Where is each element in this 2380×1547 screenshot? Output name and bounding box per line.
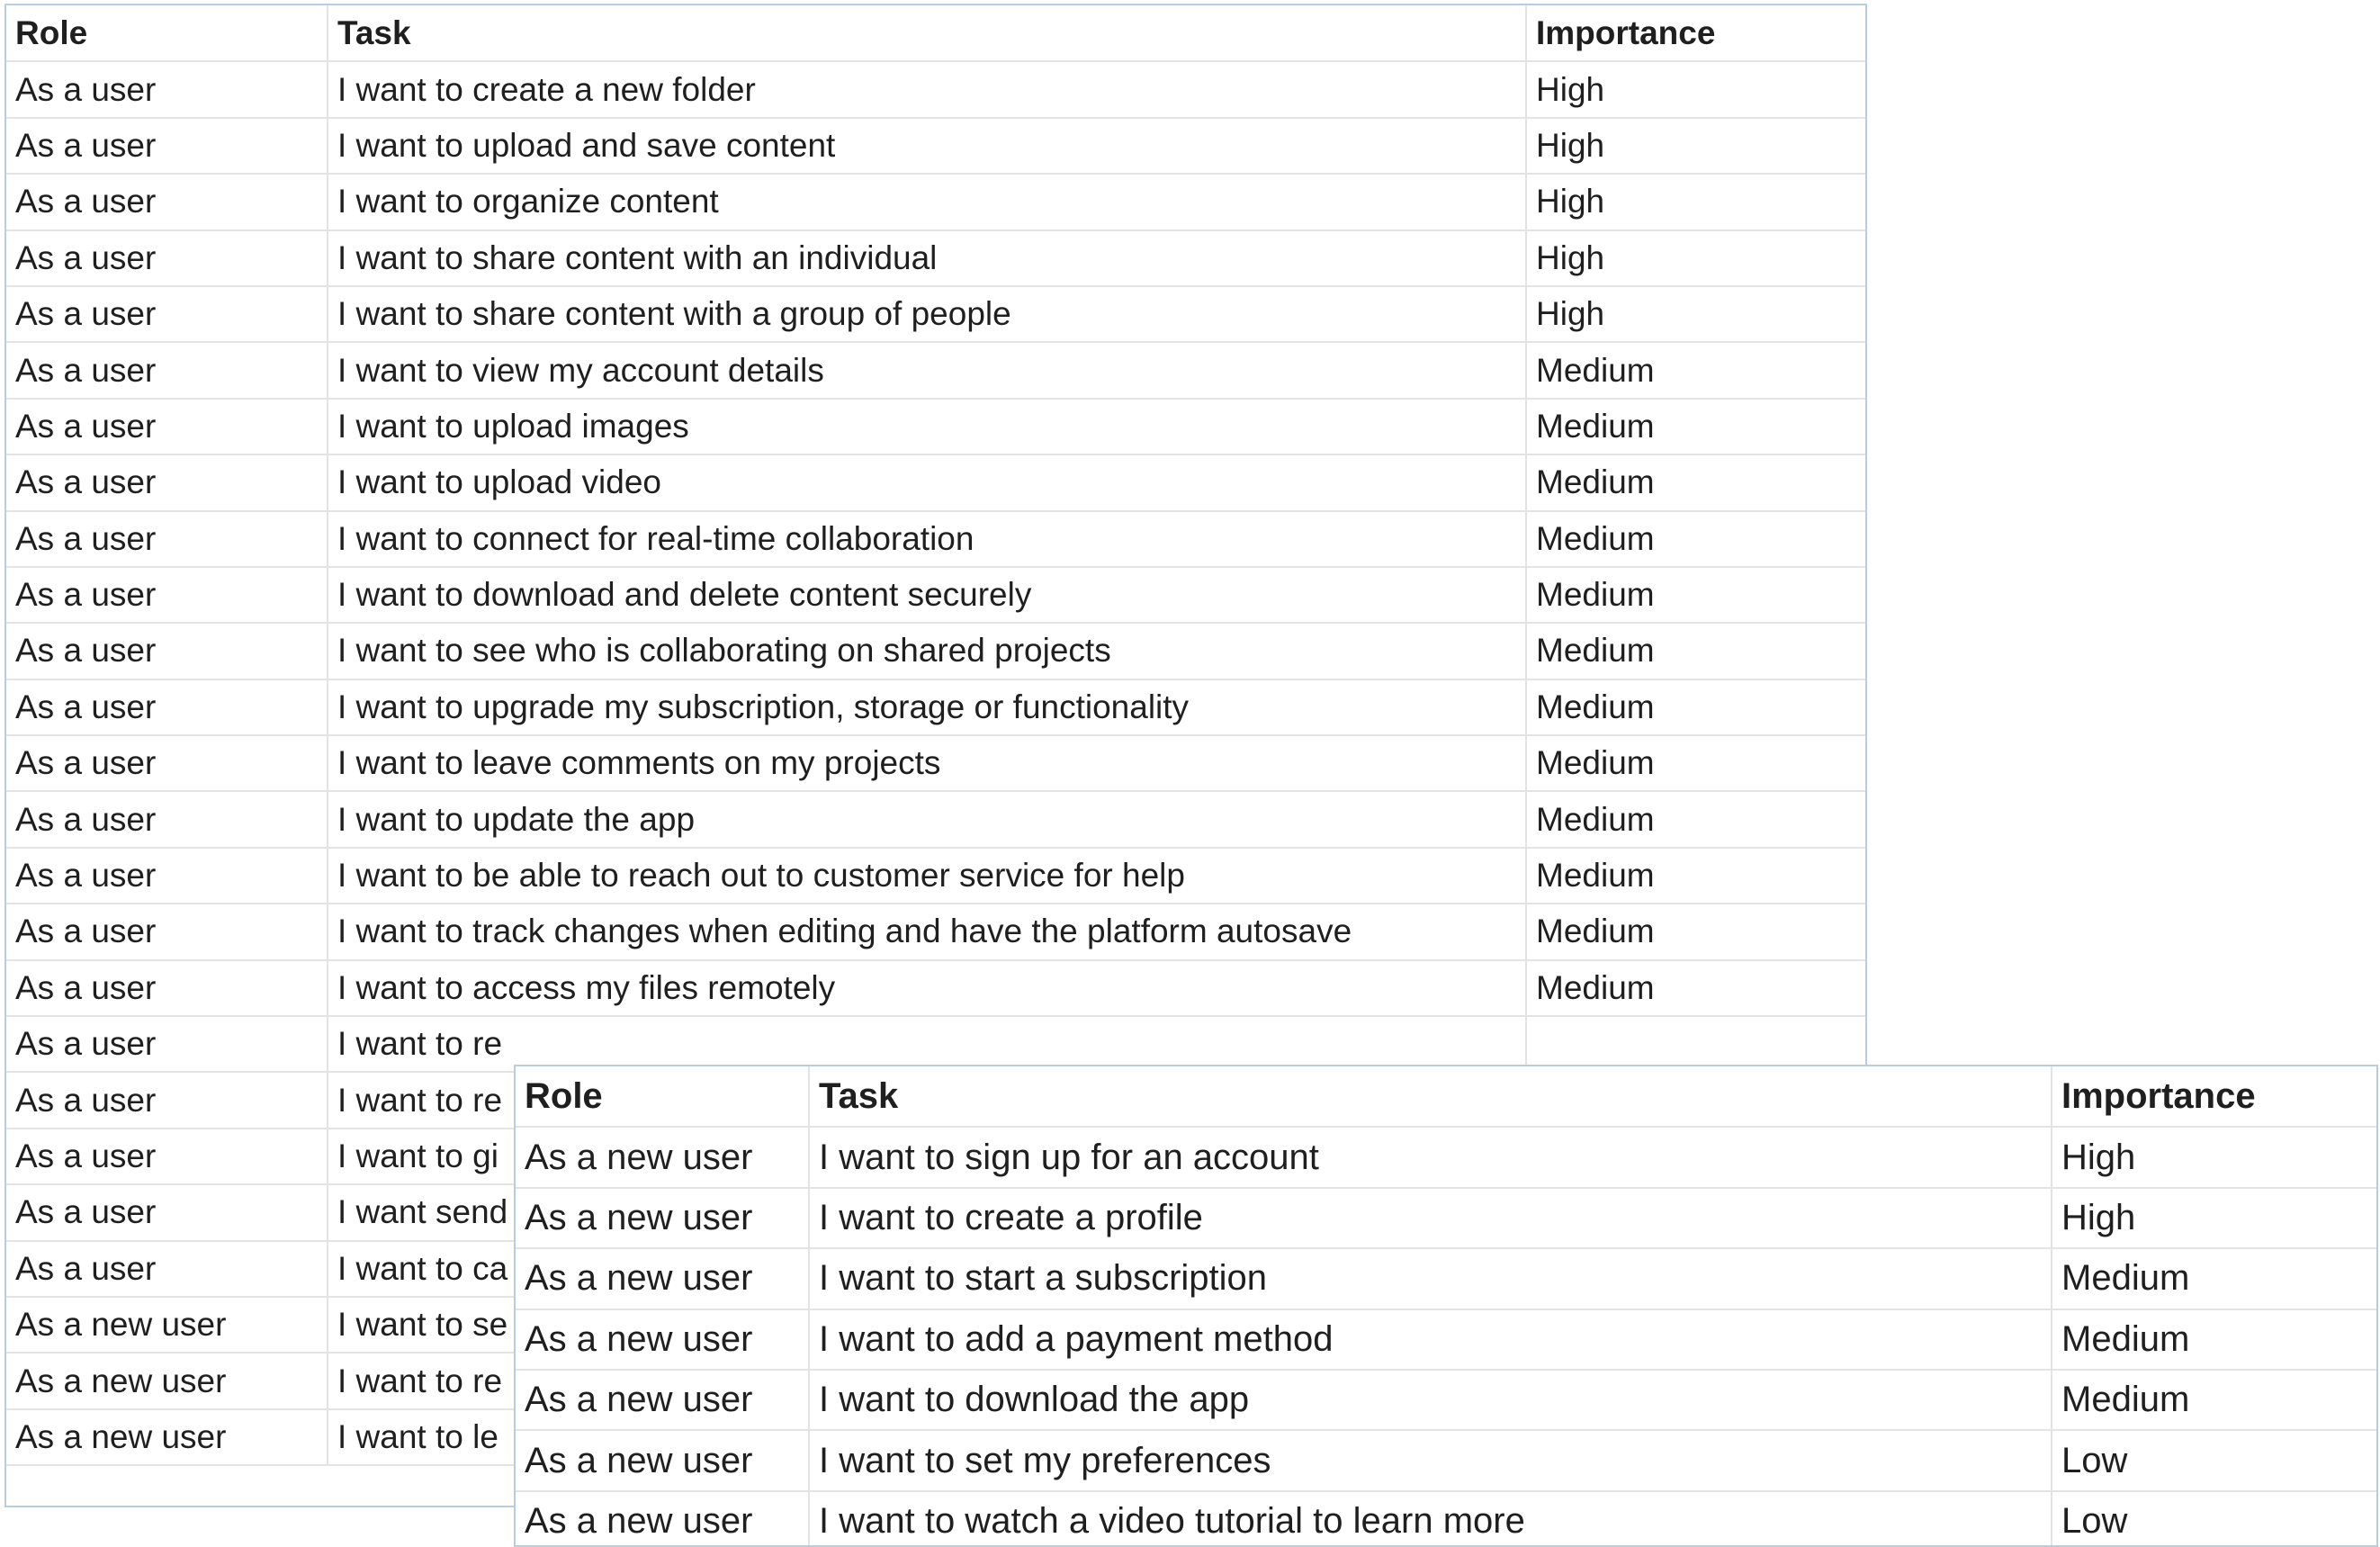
cell-role[interactable]: As a user: [6, 118, 328, 174]
cell-importance[interactable]: Medium: [1526, 960, 1865, 1016]
table-row: [6, 791, 1865, 847]
cell-role[interactable]: As a new user: [516, 1430, 809, 1490]
header-row: [516, 1066, 2376, 1127]
cell-role[interactable]: As a user: [6, 791, 328, 847]
cell-importance[interactable]: Medium: [1526, 791, 1865, 847]
cell-role[interactable]: As a new user: [6, 1297, 328, 1353]
cell-role[interactable]: As a user: [6, 960, 328, 1016]
cell-importance[interactable]: High: [1526, 286, 1865, 342]
cell-role[interactable]: As a user: [6, 454, 328, 510]
table-row: [6, 904, 1865, 959]
cell-role[interactable]: As a user: [6, 848, 328, 904]
cell-task[interactable]: I want to create a new folder: [328, 61, 1526, 117]
cell-importance[interactable]: High: [1526, 61, 1865, 117]
cell-task[interactable]: I want to be able to reach out to customer service for help: [328, 848, 1526, 904]
table-row: [6, 61, 1865, 117]
header-task: Task: [328, 5, 1526, 61]
cell-role[interactable]: As a user: [6, 1129, 328, 1184]
cell-task[interactable]: I want to view my account details: [328, 342, 1526, 398]
table-row: [6, 174, 1865, 229]
cell-task[interactable]: I want to track changes when editing and have the platform autosave: [328, 904, 1526, 959]
cell-importance[interactable]: Medium: [1526, 679, 1865, 735]
header-role: Role: [6, 5, 328, 61]
table-row: [516, 1309, 2376, 1370]
cell-importance[interactable]: Low: [2052, 1491, 2376, 1547]
table-row: [6, 454, 1865, 510]
cell-role[interactable]: As a user: [6, 904, 328, 959]
table-row: [516, 1370, 2376, 1430]
table-row: [6, 848, 1865, 904]
cell-role[interactable]: As a new user: [6, 1353, 328, 1408]
cell-task[interactable]: I want to sign up for an account: [809, 1127, 2052, 1187]
cell-role[interactable]: As a user: [6, 399, 328, 454]
cell-importance[interactable]: Medium: [1526, 735, 1865, 791]
cell-task[interactable]: I want to gi: [328, 1129, 1526, 1184]
cell-importance[interactable]: Low: [2052, 1430, 2376, 1490]
table-row: [6, 679, 1865, 735]
cell-role[interactable]: As a new user: [6, 1409, 328, 1465]
table-row: [6, 567, 1865, 623]
cell-importance[interactable]: Medium: [2052, 1370, 2376, 1430]
table-row: [516, 1248, 2376, 1309]
table-row: [6, 286, 1865, 342]
cell-task[interactable]: I want to connect for real-time collaboration: [328, 511, 1526, 567]
header-task: Task: [809, 1066, 2052, 1127]
cell-task[interactable]: I want to ca: [328, 1241, 1526, 1297]
cell-importance[interactable]: Medium: [1526, 567, 1865, 623]
cell-role[interactable]: As a user: [6, 174, 328, 229]
cell-importance[interactable]: Medium: [1526, 848, 1865, 904]
cell-importance[interactable]: High: [2052, 1127, 2376, 1187]
cell-role[interactable]: As a user: [6, 1072, 328, 1128]
cell-task[interactable]: I want to download the app: [809, 1370, 2052, 1430]
table-row: [6, 342, 1865, 398]
cell-role[interactable]: As a user: [6, 1016, 328, 1072]
cell-task[interactable]: I want to upload images: [328, 399, 1526, 454]
cell-task[interactable]: I want to leave comments on my projects: [328, 735, 1526, 791]
cell-role[interactable]: As a user: [6, 623, 328, 679]
cell-importance[interactable]: Medium: [1526, 511, 1865, 567]
cell-task[interactable]: I want to add a payment method: [809, 1309, 2052, 1370]
table-row: [6, 735, 1865, 791]
cell-task[interactable]: I want to se: [328, 1297, 1526, 1353]
cell-task[interactable]: I want to organize content: [328, 174, 1526, 229]
cell-task[interactable]: I want to watch a video tutorial to learn more: [809, 1491, 2052, 1547]
cell-importance[interactable]: Medium: [1526, 399, 1865, 454]
cell-task[interactable]: I want to share content with an individual: [328, 230, 1526, 286]
cell-role[interactable]: As a new user: [516, 1248, 809, 1309]
cell-task[interactable]: I want to share content with a group of people: [328, 286, 1526, 342]
cell-task[interactable]: I want to upload and save content: [328, 118, 1526, 174]
cell-role[interactable]: As a user: [6, 61, 328, 117]
cell-task[interactable]: I want to le: [328, 1409, 1526, 1465]
cell-importance[interactable]: Medium: [2052, 1248, 2376, 1309]
table-row: [6, 623, 1865, 679]
user-stories-table-new-user: [514, 1065, 2378, 1547]
cell-importance[interactable]: High: [1526, 118, 1865, 174]
cell-role[interactable]: As a user: [6, 286, 328, 342]
header-role: Role: [516, 1066, 809, 1127]
table-row: [516, 1430, 2376, 1490]
header-importance: Importance: [2052, 1066, 2376, 1127]
cell-importance[interactable]: Medium: [2052, 1309, 2376, 1370]
cell-role[interactable]: As a user: [6, 230, 328, 286]
table-row: [516, 1188, 2376, 1248]
cell-role[interactable]: As a new user: [516, 1188, 809, 1248]
cell-role[interactable]: As a user: [6, 567, 328, 623]
cell-task[interactable]: I want to re: [328, 1353, 1526, 1408]
cell-task[interactable]: I want to update the app: [328, 791, 1526, 847]
cell-task[interactable]: I want to access my files remotely: [328, 960, 1526, 1016]
cell-role[interactable]: As a user: [6, 735, 328, 791]
cell-role[interactable]: As a new user: [516, 1309, 809, 1370]
table-row: [6, 511, 1865, 567]
cell-task[interactable]: I want to upgrade my subscription, storage or functionality: [328, 679, 1526, 735]
cell-importance[interactable]: Medium: [1526, 342, 1865, 398]
cell-importance[interactable]: Medium: [1526, 623, 1865, 679]
table-row: [516, 1127, 2376, 1187]
table-row: [6, 118, 1865, 174]
cell-task[interactable]: I want to start a subscription: [809, 1248, 2052, 1309]
header-row: [6, 5, 1865, 61]
stories-table: [516, 1066, 2376, 1547]
cell-role[interactable]: As a new user: [516, 1127, 809, 1187]
cell-task[interactable]: I want to set my preferences: [809, 1430, 2052, 1490]
cell-role[interactable]: As a user: [6, 679, 328, 735]
table-row: [6, 960, 1865, 1016]
cell-role[interactable]: As a user: [6, 511, 328, 567]
cell-task[interactable]: I want to create a profile: [809, 1188, 2052, 1248]
cell-role[interactable]: As a user: [6, 1184, 328, 1240]
cell-task[interactable]: I want to re: [328, 1016, 1526, 1072]
cell-role[interactable]: As a new user: [516, 1491, 809, 1547]
table-row: [516, 1491, 2376, 1547]
cell-importance[interactable]: High: [2052, 1188, 2376, 1248]
cell-importance[interactable]: Medium: [1526, 454, 1865, 510]
cell-task[interactable]: I want to re: [328, 1072, 1526, 1128]
cell-role[interactable]: As a user: [6, 342, 328, 398]
header-importance: Importance: [1526, 5, 1865, 61]
cell-task[interactable]: I want send: [328, 1184, 1526, 1240]
cell-importance[interactable]: Medium: [1526, 904, 1865, 959]
cell-task[interactable]: I want to upload video: [328, 454, 1526, 510]
cell-task[interactable]: I want to download and delete content securely: [328, 567, 1526, 623]
cell-importance[interactable]: High: [1526, 174, 1865, 229]
table-row: [6, 230, 1865, 286]
table-row: [6, 399, 1865, 454]
cell-role[interactable]: As a new user: [516, 1370, 809, 1430]
cell-role[interactable]: As a user: [6, 1241, 328, 1297]
cell-importance[interactable]: High: [1526, 230, 1865, 286]
cell-task[interactable]: I want to see who is collaborating on shared projects: [328, 623, 1526, 679]
